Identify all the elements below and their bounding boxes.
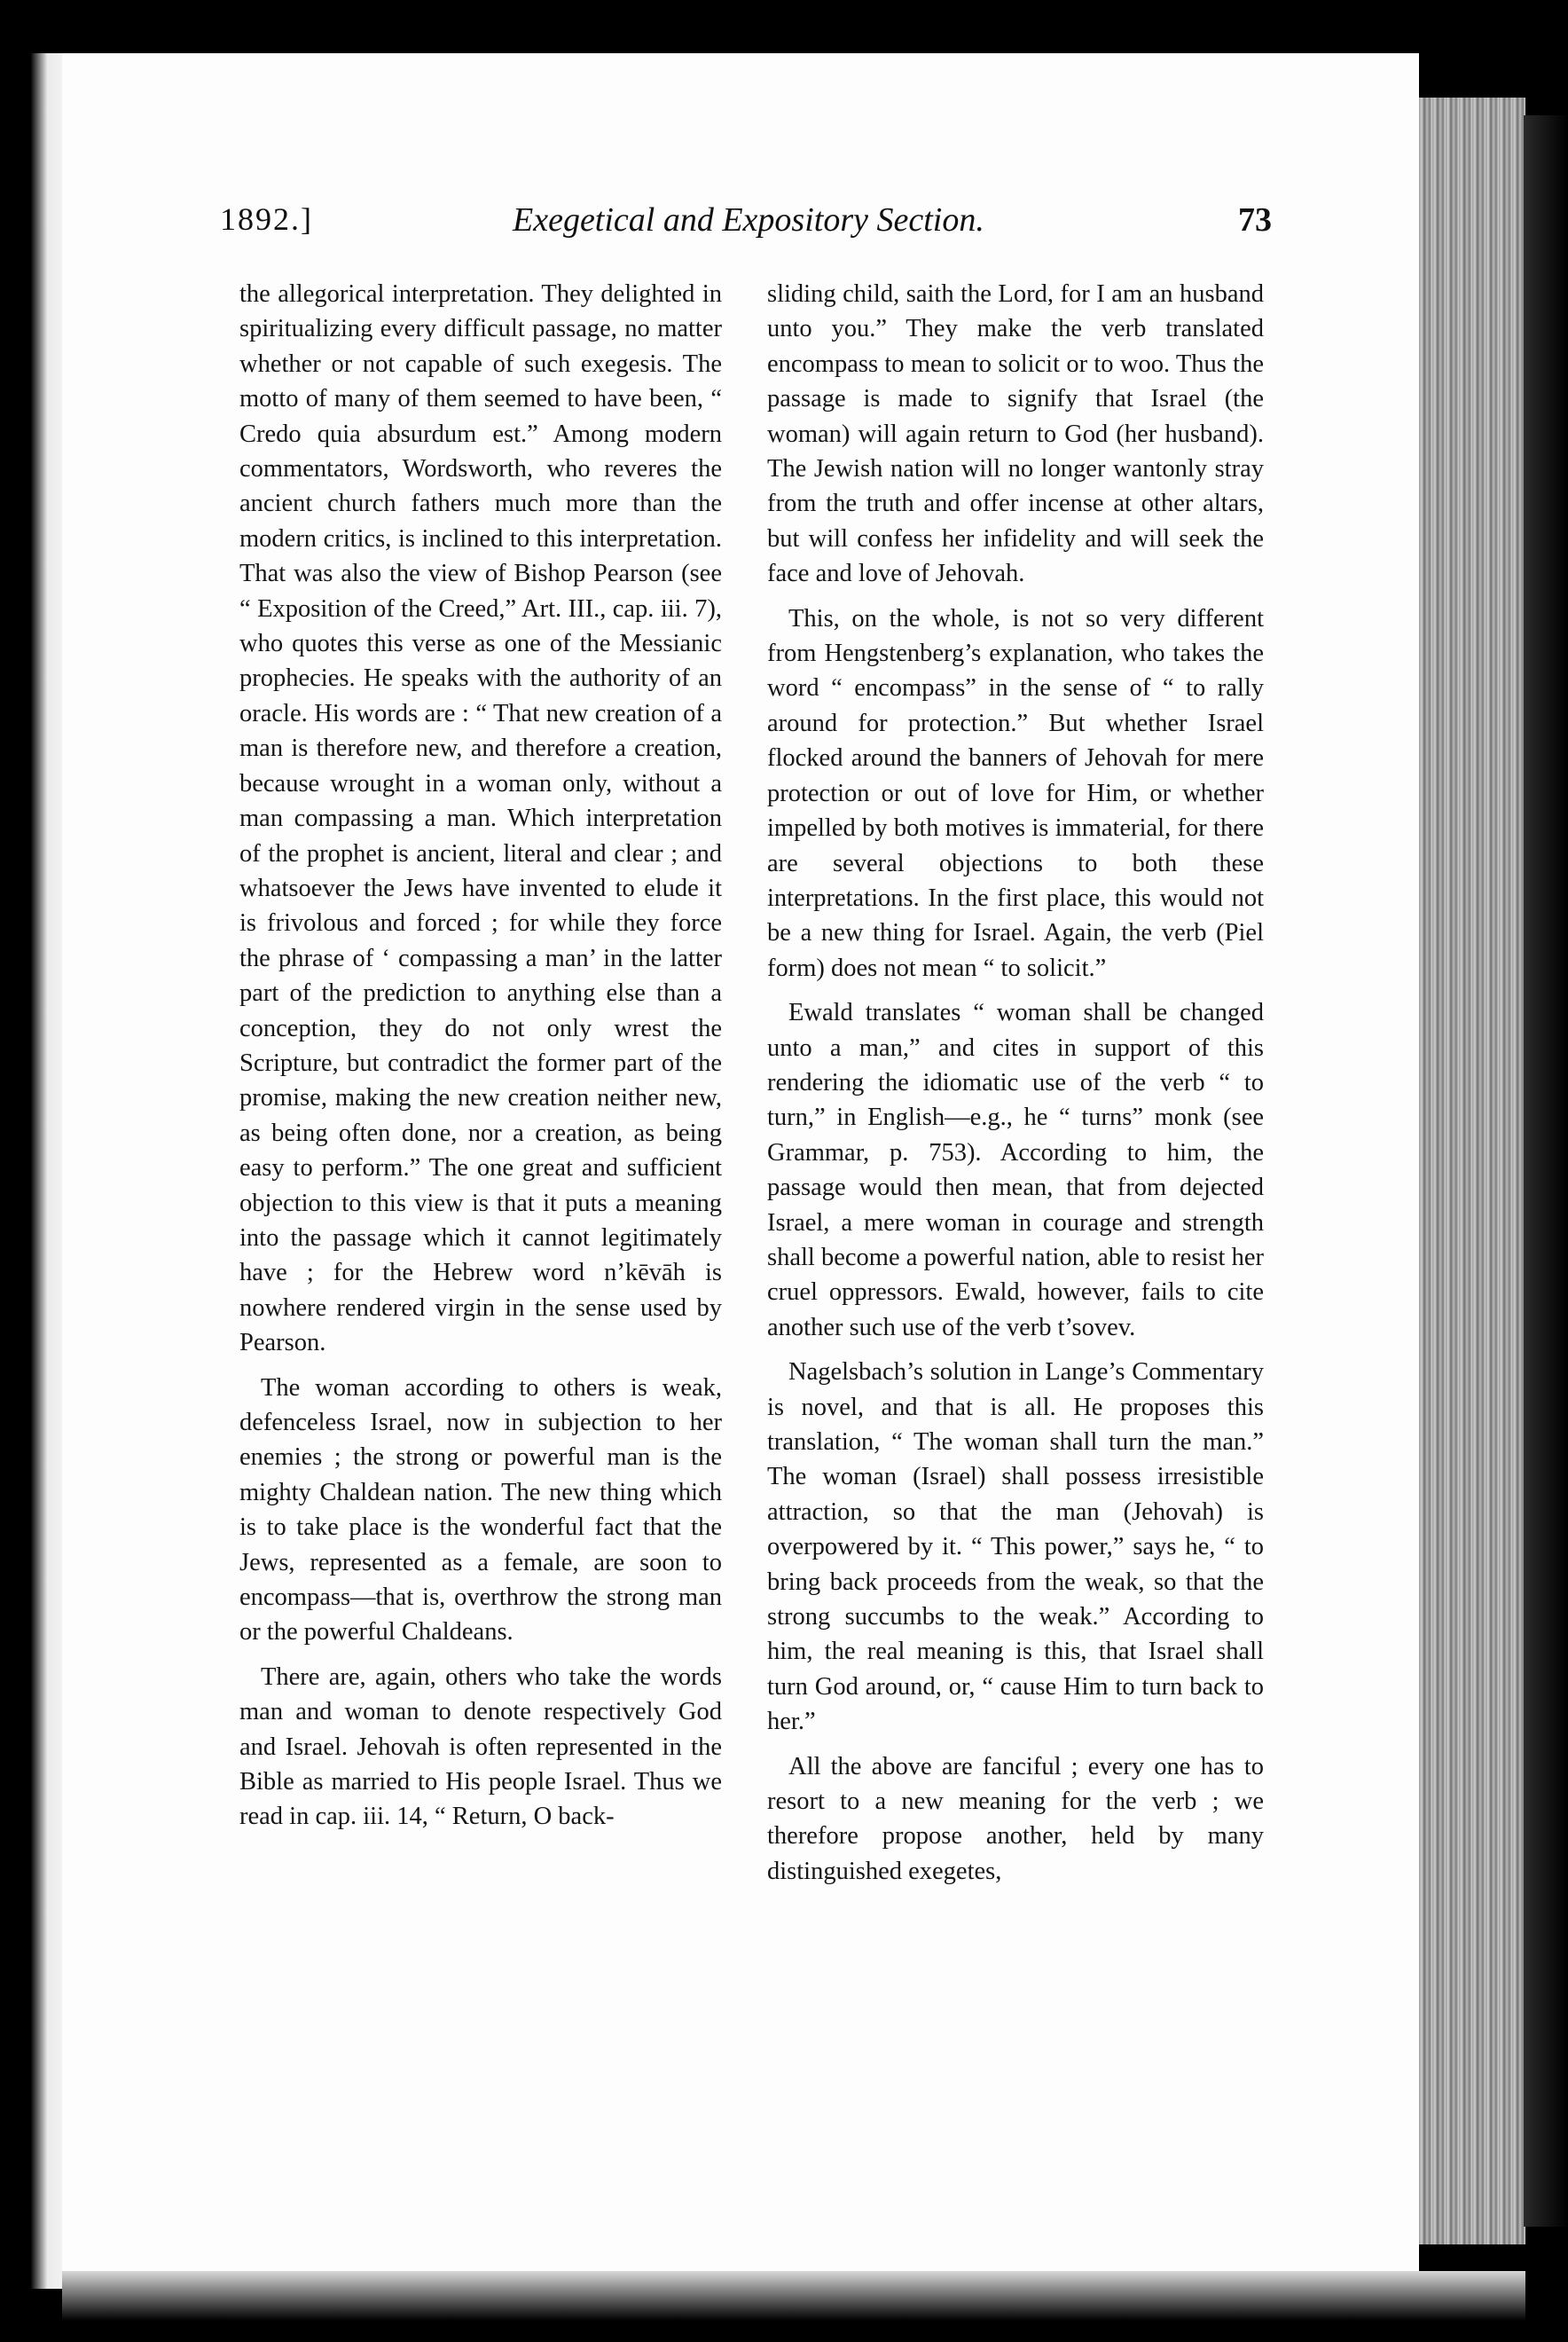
left-paragraph-1: the allegorical interpretation. They delighted in spiritualizing every difficult passage, no matter whether or not capable of such exegesis. The motto of many of them seemed to have been, “ Credo quia absurdum est.” Among modern commentators, Wordsworth, who reveres the ancient church fathers much more than the modern critics, is inclined to this interpretation. That was also the view of Bishop Pearson (see “ Exposition of the Creed,” Art. III., cap. iii. 7), who quotes this verse as one of the Messianic prophecies. He speaks with the authority of an oracle. His words are : “ That new creation of a man is therefore new, and therefore a creation, because wrought in a woman only, without a man compassing a man. Which interpretation of the prophet is ancient, literal and clear ; and whatsoever the Jews have invented to elude it is frivolous and forced ; for while they force the phrase of ‘ compassing a man’ in the latter part of the prediction to anything else than a conception, they do not only wrest the Scripture, but contradict the former part of the promise, making the new creation neither new, as being often done, nor a creation, as being easy to perform.” The one great and sufficient objection to this view is that it puts a meaning into the passage which it cannot legitimately have ; for the Hebrew word n’kēvāh is nowhere rendered virgin in the sense used by Pearson. — [239, 280, 722, 1357]
right-paragraph-2: This, on the whole, is not so very different from Hengstenberg’s explanation, who takes the word “ encompass” in the sense of “ to rally around for protection.” But whether Israel flocked around the banners of Jehovah for mere protection or out of love for Him, or whether impelled by both motives is immaterial, for there are several objections to both these interpretations. In the first place, this would not be a new thing for Israel. Again, the verb (Piel form) does not mean “ to solicit.” — [767, 604, 1264, 982]
left-column — [239, 277, 722, 1835]
page-fore-edge — [1419, 98, 1525, 2244]
header-year: 1892.] — [220, 201, 313, 237]
page-bottom-shadow — [62, 2271, 1525, 2342]
header-title: Exegetical and Expository Section. — [513, 201, 984, 239]
right-paragraph-5: All the above are fanciful ; every one has to resort to a new meaning for the verb ; we therefore propose another, held by many distinguished exegetes, — [767, 1752, 1264, 1885]
running-header — [220, 200, 1272, 254]
left-paragraph-2: The woman according to others is weak, defenceless Israel, now in subjection to her enemies ; the strong or powerful man is the mighty Chaldean nation. The new thing which is to take place is the wonderful fact that the Jews, represented as a female, are soon to encompass—that is, overthrow the strong man or the powerful Chaldeans. — [239, 1373, 722, 1646]
page-number: 73 — [1238, 201, 1272, 239]
right-paragraph-3: Ewald translates “ woman shall be changed unto a man,” and cites in support of this rendering the idiomatic use of the verb “ to turn,” in English—e.g., he “ turns” monk (see Grammar, p. 753). According to him, the passage would then mean, that from dejected Israel, a mere woman in courage and strength shall become a powerful nation, able to resist her cruel oppressors. Ewald, however, fails to cite another such use of the verb t’sovev. — [767, 999, 1264, 1341]
right-paragraph-4: Nagelsbach’s solution in Lange’s Commentary is novel, and that is all. He proposes this translation, “ The woman shall turn the man.” The woman (Israel) shall possess irresistible attraction, so that the man (Jehovah) is overpowered by it. “ This power,” says he, “ to bring back proceeds from the weak, so that the strong succumbs to the weak.” According to him, the real meaning is this, that Israel shall turn God around, or, “ cause Him to turn back to her.” — [767, 1358, 1264, 1736]
right-paragraph-1: sliding child, saith the Lord, for I am an husband unto you.” They make the verb translated encompass to mean to solicit or to woo. Thus the passage is made to signify that Israel (the woman) will again return to God (her husband). The Jewish nation will no longer wantonly stray from the truth and offer incense at other altars, but will confess her infidelity and will seek the face and love of Jehovah. — [767, 280, 1264, 588]
right-column — [767, 277, 1264, 1889]
left-paragraph-3: There are, again, others who take the words man and woman to denote respectively God and Israel. Jehovah is often represented in the Bible as married to His people Israel. Thus we read in cap. iii. 14, “ Return, O back- — [239, 1662, 722, 1831]
page-fore-edge-shadow — [1524, 115, 1568, 2227]
